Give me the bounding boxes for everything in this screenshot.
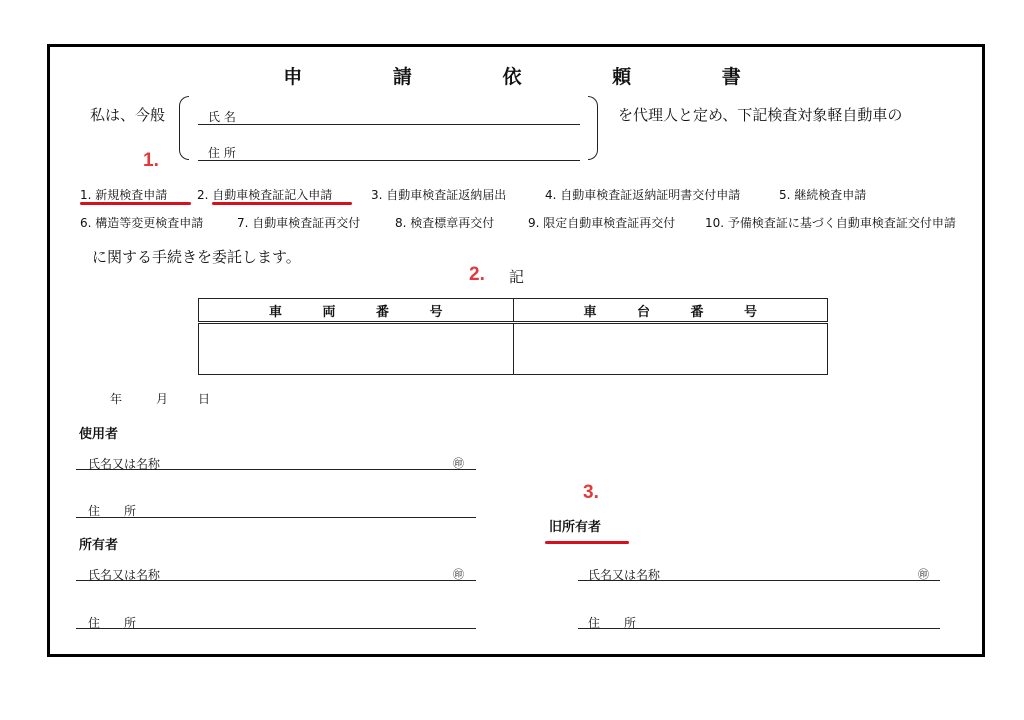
procedure-item-3: 3. 自動車検査証返納届出 xyxy=(371,188,507,202)
procedure-item-4: 4. 自動車検査証返納証明書交付申請 xyxy=(545,188,741,202)
agent-address-label: 住 所 xyxy=(208,146,236,160)
agent-address-line[interactable] xyxy=(198,160,580,161)
procedure-item-8: 8. 検査標章再交付 xyxy=(395,216,495,230)
annotation-underline-2 xyxy=(212,202,352,205)
previous-owner-section-title: 旧所有者 xyxy=(549,520,602,535)
procedure-item-1: 1. 新規検査申請 xyxy=(80,188,168,202)
owner-address-label: 住 所 xyxy=(88,616,137,630)
annotation-underline-1 xyxy=(80,202,191,205)
ki-label: 記 xyxy=(509,268,525,286)
procedure-item-2: 2. 自動車検査証記入申請 xyxy=(197,188,333,202)
previous-owner-address-line[interactable] xyxy=(578,628,940,629)
procedure-item-7: 7. 自動車検査証再交付 xyxy=(237,216,361,230)
previous-owner-address-label: 住 所 xyxy=(588,616,637,630)
document-title: 申 請 依 頼 書 xyxy=(283,66,783,88)
annotation-marker-1: 1. xyxy=(143,150,159,171)
right-brace xyxy=(588,96,598,160)
user-name-line[interactable] xyxy=(76,469,476,470)
user-name-label: 氏名又は名称 xyxy=(88,457,161,471)
agent-name-label: 氏 名 xyxy=(208,110,236,124)
user-address-line[interactable] xyxy=(76,517,476,518)
vehicle-number-cell[interactable] xyxy=(199,323,514,375)
owner-seal-mark: ㊞ xyxy=(453,568,464,581)
procedure-item-6: 6. 構造等変更検査申請 xyxy=(80,216,204,230)
date-day: 日 xyxy=(198,392,211,406)
procedure-item-5: 5. 継続検査申請 xyxy=(779,188,867,202)
chassis-number-header: 車 台 番 号 xyxy=(513,299,828,323)
previous-owner-seal-mark: ㊞ xyxy=(918,568,929,581)
date-year: 年 xyxy=(110,392,123,406)
agent-name-line[interactable] xyxy=(198,124,580,125)
intro-suffix: を代理人と定め、下記検査対象軽自動車の xyxy=(618,106,903,124)
vehicle-table xyxy=(198,298,828,375)
chassis-number-cell[interactable] xyxy=(513,323,828,375)
annotation-marker-3: 3. xyxy=(583,482,599,503)
user-section-title: 使用者 xyxy=(79,427,119,442)
procedure-item-10: 10. 予備検査証に基づく自動車検査証交付申請 xyxy=(705,216,956,230)
procedure-item-9: 9. 限定自動車検査証再交付 xyxy=(528,216,676,230)
owner-address-line[interactable] xyxy=(76,628,476,629)
previous-owner-name-line[interactable] xyxy=(578,580,940,581)
owner-name-label: 氏名又は名称 xyxy=(88,568,161,582)
user-address-label: 住 所 xyxy=(88,504,137,518)
closing-text: に関する手続きを委託します。 xyxy=(92,248,301,266)
date-month: 月 xyxy=(156,392,169,406)
previous-owner-name-label: 氏名又は名称 xyxy=(588,568,661,582)
vehicle-number-header: 車 両 番 号 xyxy=(199,299,514,323)
owner-section-title: 所有者 xyxy=(79,538,119,553)
left-brace xyxy=(179,96,189,160)
intro-prefix: 私は、今般 xyxy=(90,106,166,124)
annotation-underline-3 xyxy=(545,541,629,544)
user-seal-mark: ㊞ xyxy=(453,457,464,470)
annotation-marker-2: 2. xyxy=(469,264,485,285)
owner-name-line[interactable] xyxy=(76,580,476,581)
